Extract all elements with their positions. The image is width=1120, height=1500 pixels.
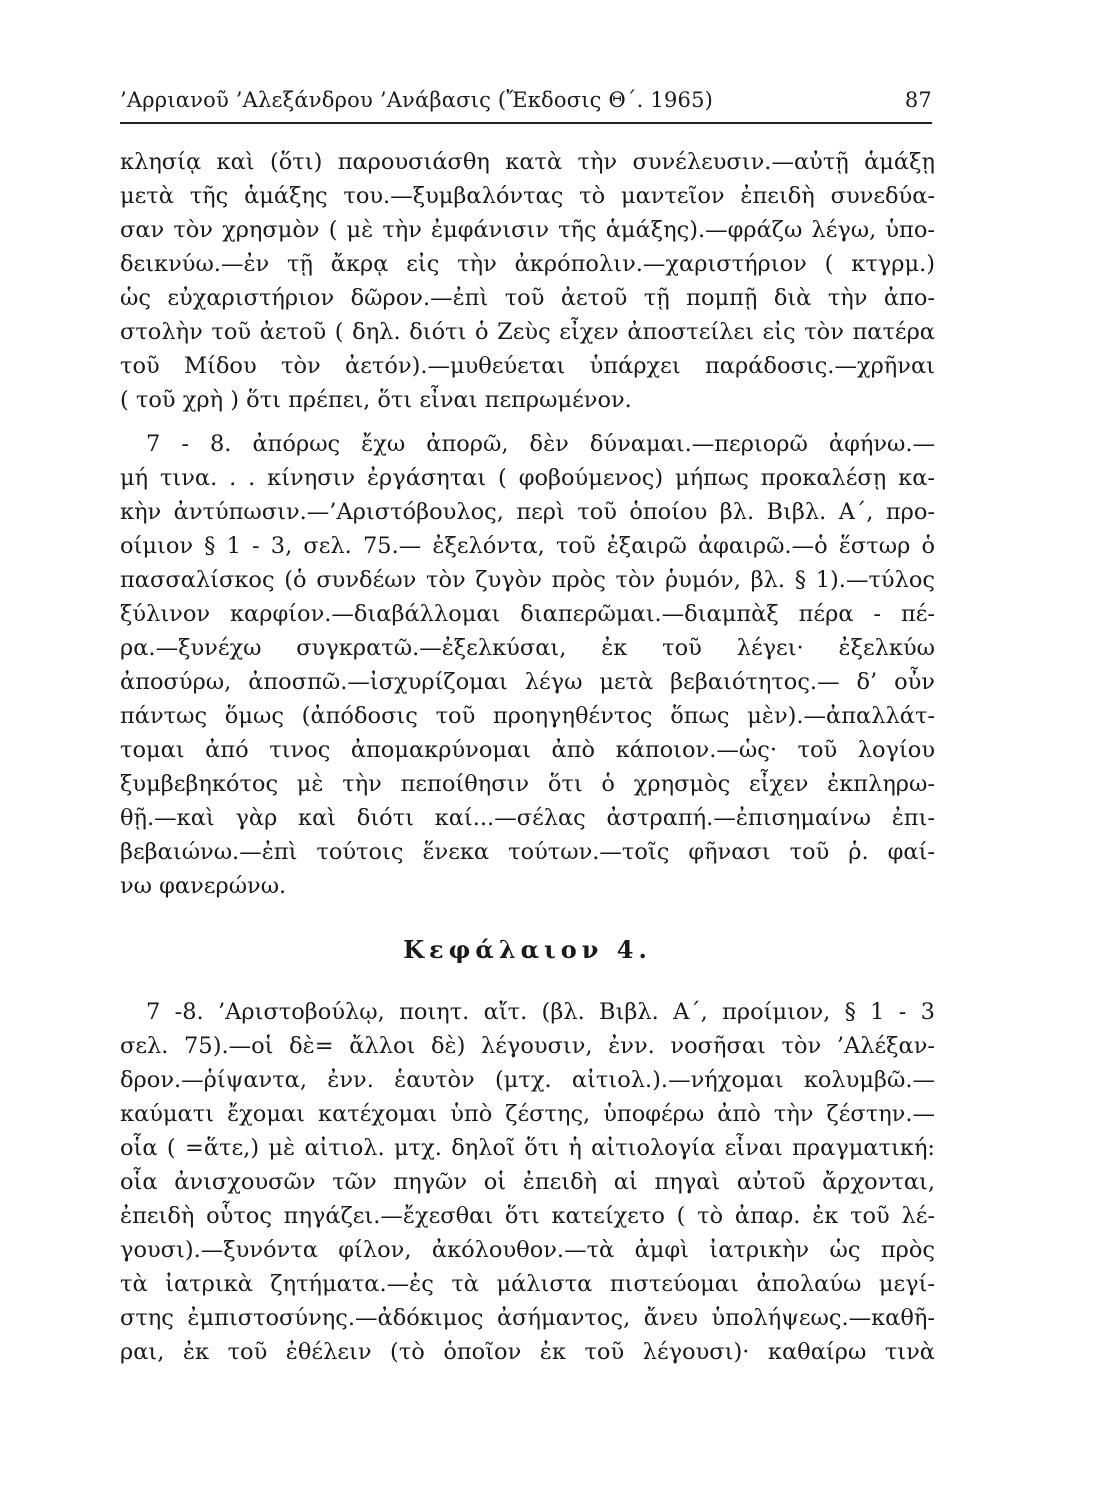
text-line: ραι, ἐκ τοῦ ἐθέλειν (τὸ ὁποῖον ἐκ τοῦ λέγουσι)· καθαίρω τινὰ [120,1339,935,1365]
text-line: στης ἐμπιστοσύνης.—ἀδόκιμος ἀσήμαντος, ἄνευ ὑπολήψεως.—καθῆ- [120,1305,935,1331]
running-title: ’Αρριανοῦ ’Αλεξάνδρου ’Ανάβασις (Ἔκδοσις Θ΄. 1965) [120,88,714,112]
header-rule [120,122,932,124]
text-line: νω φανερώνω. [120,873,287,899]
text-line: βεβαιώνω.—ἐπὶ τούτοις ἕνεκα τούτων.—τοῖς φῆνασι τοῦ ῥ. φαί- [120,839,935,865]
text-line: κλησίᾳ καὶ (ὅτι) παρουσιάσθη κατὰ τὴν συνέλευσιν.—αὐτῇ ἁμάξῃ [120,149,935,175]
text-line: σελ. 75).—οἱ δὲ= ἄλλοι δὲ) λέγουσιν, ἐνν. νοσῆσαι τὸν ’Αλέξαν- [120,1033,935,1059]
text-line: καύματι ἔχομαι κατέχομαι ὑπὸ ζέστης, ὑποφέρω ἀπὸ τὴν ζέστην.— [120,1101,935,1127]
section-notes-7-8 [120,427,935,903]
text-line: θῇ.—καὶ γὰρ καὶ διότι καί...—σέλας ἀστραπή.—ἐπισημαίνω ἐπι- [120,805,935,831]
text-line: ξύλινον καρφίον.—διαβάλλομαι διαπερῶμαι.—διαμπὰξ πέρα - πέ- [120,601,935,627]
text-line: μετὰ τῆς ἁμάξης του.—ξυμβαλόντας τὸ μαντεῖον ἐπειδὴ συνεδύα- [120,183,935,209]
text-line: πασσαλίσκος (ὁ συνδέων τὸν ζυγὸν πρὸς τὸν ῥυμόν, βλ. § 1).—τύλος [120,567,935,593]
text-line: γουσι).—ξυνόντα φίλον, ἀκόλουθον.—τὰ ἀμφὶ ἰατρικὴν ὡς πρὸς [120,1237,935,1263]
text-line: τὰ ἰατρικὰ ζητήματα.—ἐς τὰ μάλιστα πιστεύομαι ἀπολαύω μεγί- [120,1271,935,1297]
text-line: ἀποσύρω, ἀποσπῶ.—ἰσχυρίζομαι λέγω μετὰ βεβαιότητος.— δ’ οὖν [120,669,935,695]
text-line: οίμιον § 1 - 3, σελ. 75.— ἐξελόντα, τοῦ ἐξαιρῶ ἀφαιρῶ.—ὁ ἕστωρ ὁ [120,533,935,559]
text-line: οἷα ( =ἅτε,) μὲ αἰτιολ. μτχ. δηλοῖ ὅτι ἡ αἰτιολογία εἶναι πραγματική: [120,1135,935,1161]
section-notes-1 [120,145,935,417]
text-line: μή τινα. . . κίνησιν ἐργάσηται ( φοβούμενος) μήπως προκαλέσῃ κα- [120,465,935,491]
text-line: πάντως ὅμως (ἀπόδοσις τοῦ προηγηθέντος ὅπως μὲν).—ἀπαλλάτ- [120,703,935,729]
running-header [120,88,932,112]
text-line: κὴν ἀντύπωσιν.—’Αριστόβουλος, περὶ τοῦ ὁποίου βλ. Βιβλ. Α΄, προ- [120,499,935,525]
commentary-body [120,145,935,1369]
text-line: σαν τὸν χρησμὸν ( μὲ τὴν ἐμφάνισιν τῆς ἁμάξης).—φράζω λέγω, ὑπο- [120,217,935,243]
text-line: 7 -8. ’Αριστοβούλῳ, ποιητ. αἴτ. (βλ. Βιβλ. Α΄, προίμιον, § 1 - 3 [146,999,935,1025]
chapter-title: Κεφάλαιον 4. [403,935,652,964]
text-line: δεικνύω.—ἐν τῇ ἄκρᾳ εἰς τὴν ἀκρόπολιν.—χαριστήριον ( κτγρμ.) [120,251,935,277]
text-line: τομαι ἀπό τινος ἀπομακρύνομαι ἀπὸ κάποιον.—ὡς· τοῦ λογίου [120,737,935,763]
text-line: ρα.—ξυνέχω συγκρατῶ.—ἐξελκύσαι, ἐκ τοῦ λέγει· ἐξελκύω [120,635,935,661]
text-line: ἐπειδὴ οὗτος πηγάζει.—ἔχεσθαι ὅτι κατείχετο ( τὸ ἀπαρ. ἐκ τοῦ λέ- [120,1203,935,1229]
text-line: δρον.—ῥίψαντα, ἐνν. ἑαυτὸν (μτχ. αἰτιολ.).—νήχομαι κολυμβῶ.— [120,1067,935,1093]
text-line: ὡς εὐχαριστήριον δῶρον.—ἐπὶ τοῦ ἀετοῦ τῇ πομπῇ διὰ τὴν ἀπο- [120,285,935,311]
text-line: ξυμβεβηκότος μὲ τὴν πεποίθησιν ὅτι ὁ χρησμὸς εἶχεν ἐκπληρω- [120,771,935,797]
text-line: τοῦ Μίδου τὸν ἀετόν).—μυθεύεται ὑπάρχει παράδοσις.—χρῆναι [120,353,935,379]
text-line: οἷα ἀνισχουσῶν τῶν πηγῶν οἱ ἐπειδὴ αἱ πηγαὶ αὐτοῦ ἄρχονται, [120,1169,935,1195]
text-line: 7 - 8. ἀπόρως ἔχω ἀπορῶ, δὲν δύναμαι.—περιορῶ ἀφήνω.— [146,431,935,457]
page-number: 87 [904,88,932,112]
section-chapter-4-notes [120,995,935,1369]
text-line: στολὴν τοῦ ἀετοῦ ( δηλ. διότι ὁ Ζεὺς εἶχεν ἀποστείλει εἰς τὸν πατέρα [120,319,935,345]
text-line: ( τοῦ χρὴ ) ὅτι πρέπει, ὅτι εἶναι πεπρωμένον. [120,387,632,413]
